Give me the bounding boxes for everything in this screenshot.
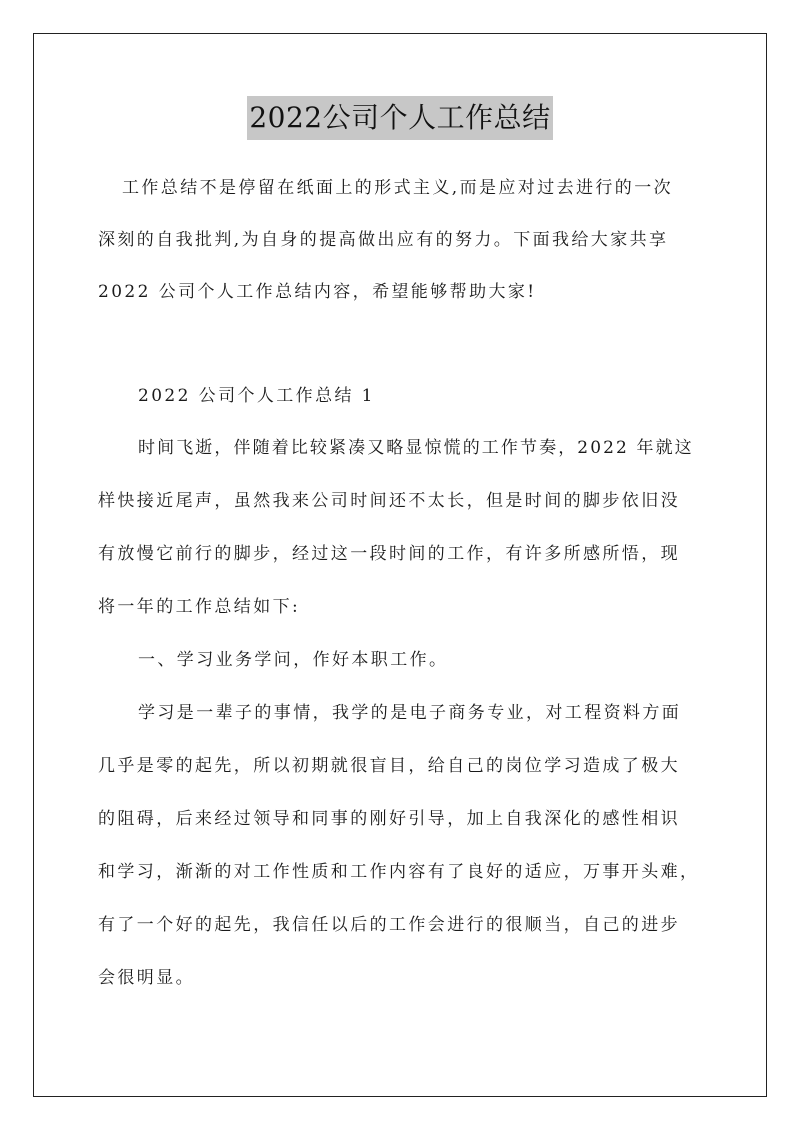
body-line-7: 几乎是零的起先，所以初期就很盲目，给自己的岗位学习造成了极大 [98, 756, 680, 776]
body-line-1: 时间飞逝，伴随着比较紧凑又略显惊慌的工作节奏，2022 年就这 [138, 438, 694, 458]
body-line-10: 有了一个好的起先，我信任以后的工作会进行的很顺当，自己的进步 [98, 915, 680, 935]
title-wrap [0, 96, 800, 140]
page-title: 2022公司个人工作总结 [247, 96, 552, 140]
section-heading: 2022 公司个人工作总结 1 [138, 386, 375, 406]
body-line-9: 和学习，渐渐的对工作性质和工作内容有了良好的适应，万事开头难， [98, 862, 700, 882]
subheading-1: 一、学习业务学问，作好本职工作。 [138, 650, 449, 670]
intro-line-1: 工作总结不是停留在纸面上的形式主义,而是应对过去进行的一次 [122, 178, 674, 198]
body-line-3: 有放慢它前行的脚步，经过这一段时间的工作，有许多所感所悟，现 [98, 544, 680, 564]
body-line-2: 样快接近尾声，虽然我来公司时间还不太长，但是时间的脚步依旧没 [98, 491, 680, 511]
intro-line-3: 2022 公司个人工作总结内容，希望能够帮助大家! [98, 282, 537, 302]
body-line-6: 学习是一辈子的事情，我学的是电子商务专业，对工程资料方面 [138, 703, 682, 723]
body-line-8: 的阻碍，后来经过领导和同事的刚好引导，加上自我深化的感性相识 [98, 809, 680, 829]
body-line-4: 将一年的工作总结如下: [98, 597, 301, 617]
intro-line-2: 深刻的自我批判,为自身的提高做出应有的努力。下面我给大家共享 [98, 230, 669, 250]
body-line-11: 会很明显。 [98, 968, 195, 988]
